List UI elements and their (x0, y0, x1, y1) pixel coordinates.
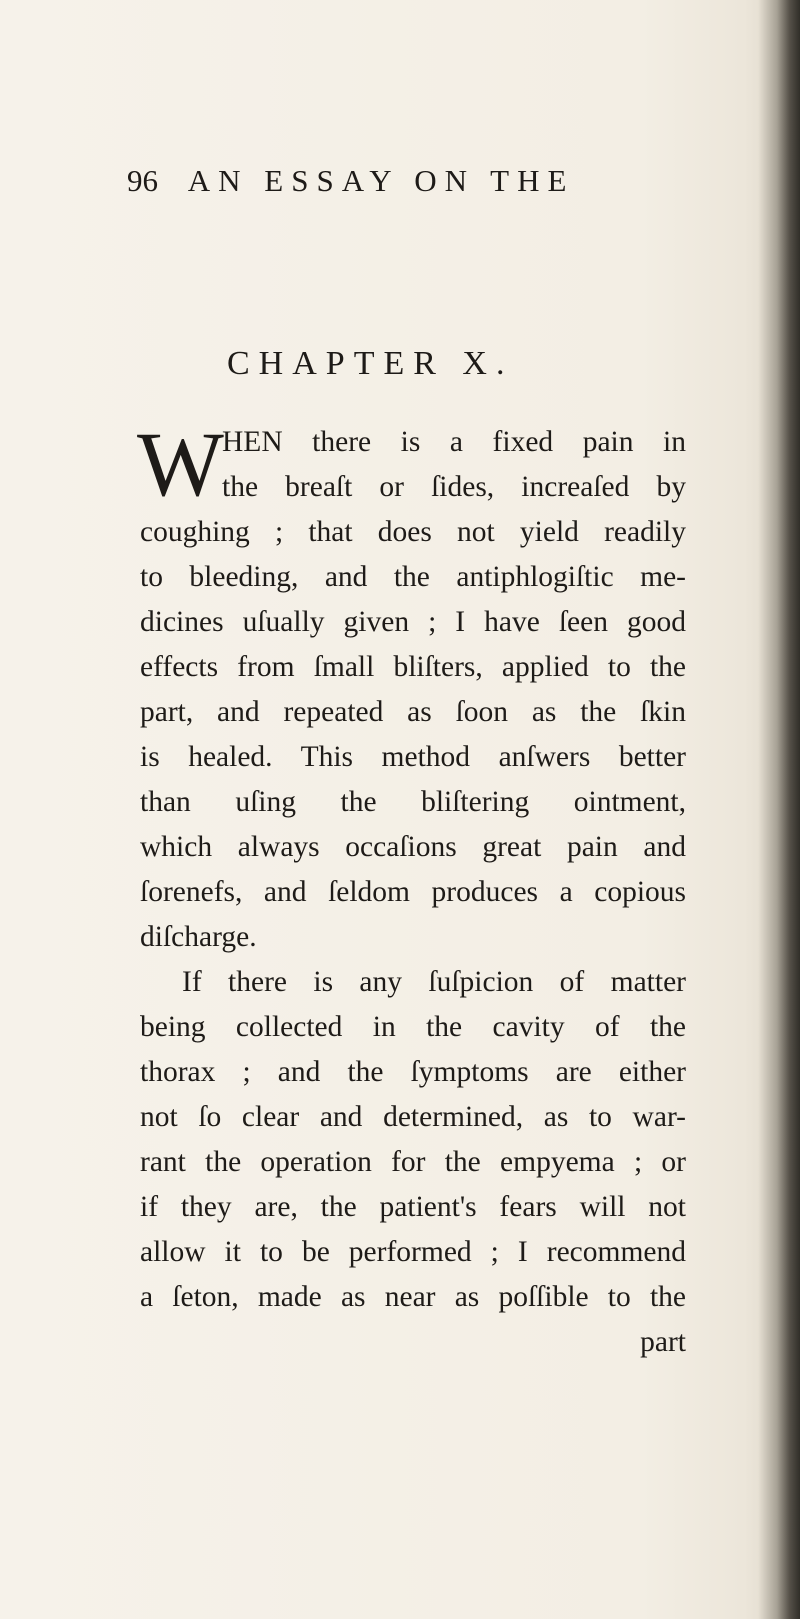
text-line: being collected in the cavity of the (140, 1011, 686, 1043)
text-line: not ſo clear and determined, as to war- (140, 1101, 686, 1133)
text-line: HEN there is a fixed pain in (222, 426, 686, 458)
running-head (127, 163, 574, 199)
opening-lines (222, 420, 686, 510)
paragraph-2 (140, 960, 686, 1365)
text-line: is healed. This method anſwers better (140, 741, 686, 773)
page-number: 96 (127, 163, 158, 198)
catchword: part (640, 1326, 686, 1358)
text-line: part, and repeated as ſoon as the ſkin (140, 696, 686, 728)
text-line: dicines uſually given ; I have ſeen good (140, 606, 686, 638)
text-line: diſcharge. (140, 921, 257, 953)
text-line: thorax ; and the ſymptoms are either (140, 1056, 686, 1088)
text-line: coughing ; that does not yield readily (140, 516, 686, 548)
text-line: a ſeton, made as near as poſſible to the (140, 1281, 686, 1313)
text-line: the breaſt or ſides, increaſed by (222, 471, 686, 503)
text-line: If there is any ſuſpicion of matter (182, 966, 686, 998)
paragraph-1 (140, 510, 686, 960)
running-title: AN ESSAY ON THE (187, 163, 575, 198)
text-line: allow it to be performed ; I recommend (140, 1236, 686, 1268)
text-line: effects from ſmall bliſters, applied to the (140, 651, 686, 683)
text-line: to bleeding, and the antiphlogiſtic me- (140, 561, 686, 593)
text-line: which always occaſions great pain and (140, 831, 686, 863)
text-line: if they are, the patient's fears will not (140, 1191, 686, 1223)
text-line: than uſing the bliſtering ointment, (140, 786, 686, 818)
chapter-heading: CHAPTER X. (227, 345, 514, 382)
page-edge-shadow (758, 0, 800, 1619)
text-line: ſorenefs, and ſeldom produces a copious (140, 876, 686, 908)
drop-cap: W (137, 413, 224, 515)
text-line: rant the operation for the empyema ; or (140, 1146, 686, 1178)
